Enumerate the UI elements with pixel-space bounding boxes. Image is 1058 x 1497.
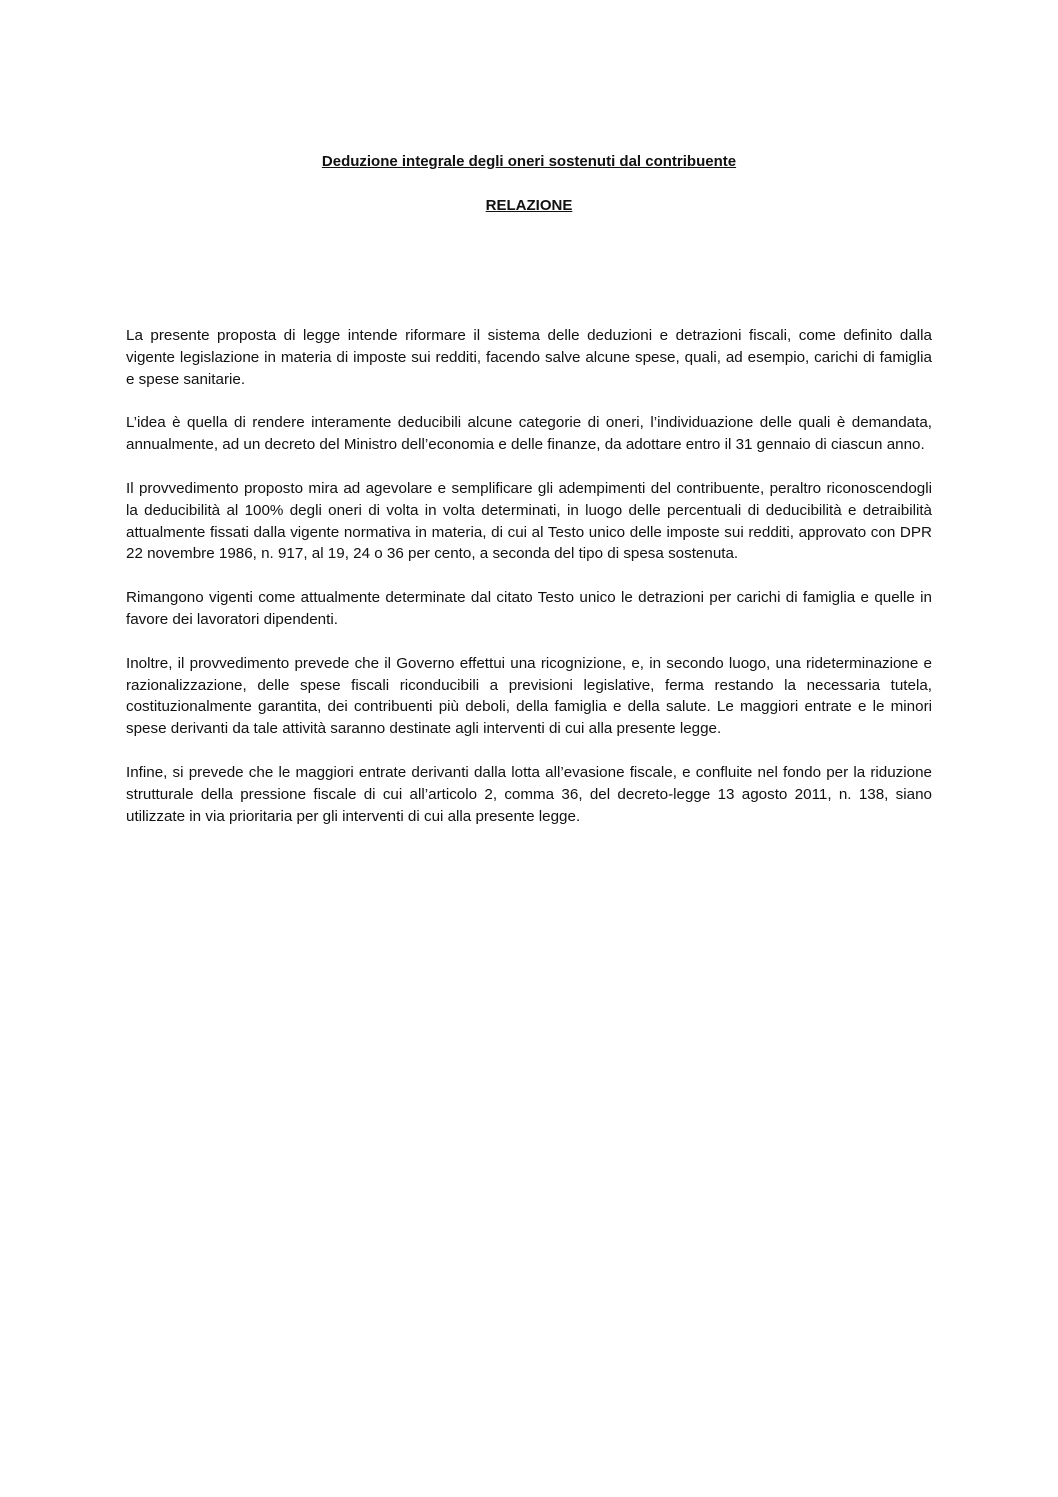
paragraph-2: L’idea è quella di rendere interamente deducibili alcune categorie di oneri, l’individuazione delle quali è demandata, annualmente, ad un decreto del Ministro dell’economia e delle finanze, da adottare entro il 31 gennaio di ciascun anno. <box>126 414 932 454</box>
document-body <box>126 325 932 849</box>
paragraph-6: Infine, si prevede che le maggiori entrate derivanti dalla lotta all’evasione fiscale, e confluite nel fondo per la riduzione strutturale della pressione fiscale di cui all’articolo 2, comma 36, del decreto-legge 13 agosto 2011, n. 138, siano utilizzate in via prioritaria per gli interventi di cui alla presente legge. <box>126 763 932 825</box>
paragraph-5: Inoltre, il provvedimento prevede che il Governo effettui una ricognizione, e, in secondo luogo, una rideterminazione e razionalizzazione, delle spese fiscali riconducibili a previsioni legislative, ferma restando la necessaria tutela, costituzionalmente garantita, dei contribuenti più deboli, della famiglia e della salute. Le maggiori entrate e le minori spese derivanti da tale attività saranno destinate agli interventi di cui alla presente legge. <box>126 654 932 738</box>
paragraph-1: La presente proposta di legge intende riformare il sistema delle deduzioni e detrazioni fiscali, come definito dalla vigente legislazione in materia di imposte sui redditi, facendo salve alcune spese, quali, ad esempio, carichi di famiglia e spese sanitarie. <box>126 327 932 388</box>
section-heading: RELAZIONE <box>485 197 573 214</box>
paragraph-4: Rimangono vigenti come attualmente determinate dal citato Testo unico le detrazioni per carichi di famiglia e quelle in favore dei lavoratori dipendenti. <box>126 589 932 628</box>
paragraph-3: Il provvedimento proposto mira ad agevolare e semplificare gli adempimenti del contribuente, peraltro riconoscendogli la deducibilità al 100% degli oneri di volta in volta determinati, in luogo delle percentuali di deducibilità e detraibilità attualmente fissati dalla vigente normativa in materia, di cui al Testo unico delle imposte sui redditi, approvato con DPR 22 novembre 1986, n. 917, al 19, 24 o 36 per cento, a seconda del tipo di spesa sostenuta. <box>126 479 932 563</box>
document-title: Deduzione integrale degli oneri sostenuti dal contribuente <box>321 153 737 170</box>
